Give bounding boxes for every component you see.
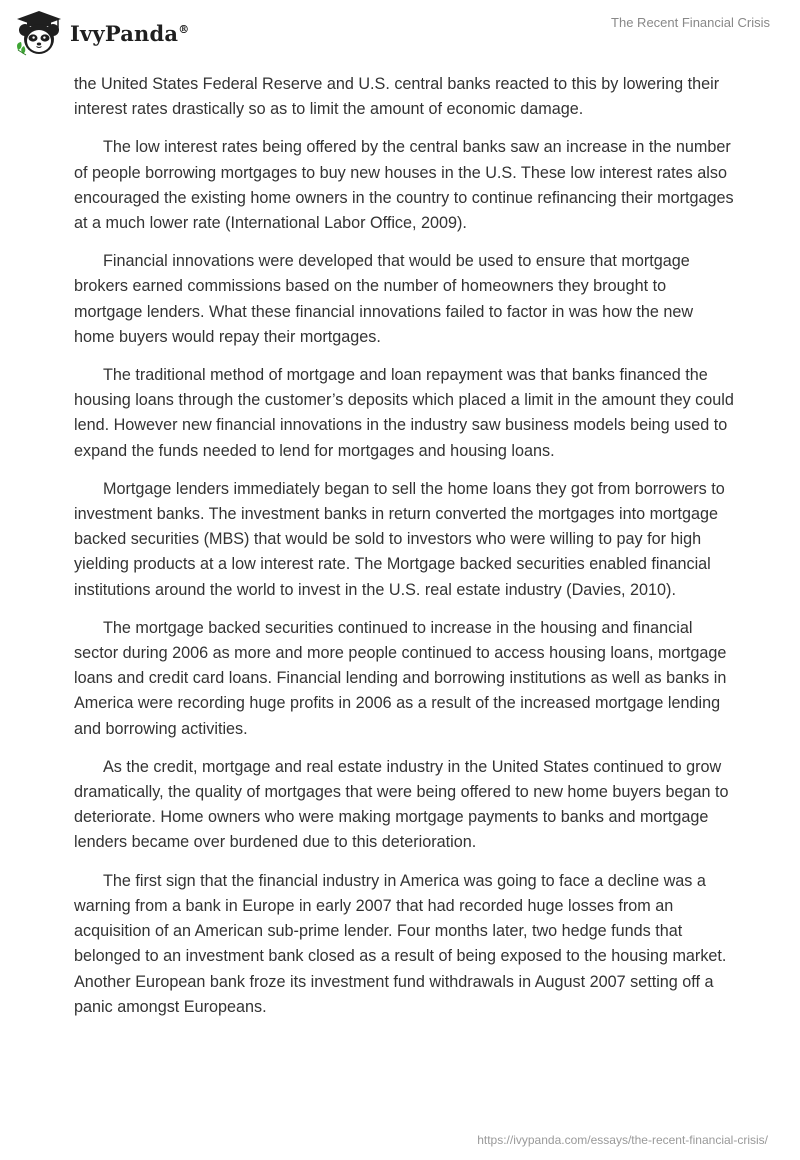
paragraph: Mortgage lenders immediately began to sell the home loans they got from borrowers to investment banks. The investment banks in return converted the mortgages into mortgage backed securities (MBS) that would be sold to investors who were willing to pay for high yielding products at a low interest rate. The Mortgage backed securities enabled financial institutions around the world to invest in the U.S. real estate industry (Davies, 2010).: [74, 479, 725, 599]
page-header: [0, 0, 800, 70]
source-url-link[interactable]: https://ivypanda.com/essays/the-recent-financial-crisis/: [477, 1133, 768, 1147]
brand-label: IvyPanda: [70, 20, 179, 46]
document-title: The Recent Financial Crisis: [611, 15, 770, 30]
paragraph: The first sign that the financial industry in America was going to face a decline was a warning from a bank in Europe in early 2007 that had recorded huge losses from an acquisition of an American sub-prime lender. Four months later, two hedge funds that belonged to an investment bank closed as a result of being exposed to the housing market. Another European bank froze its investment fund withdrawals in August 2007 setting off a panic amongst Europeans.: [74, 871, 727, 1016]
ivypanda-logo[interactable]: [14, 8, 189, 58]
paragraph: As the credit, mortgage and real estate industry in the United States continued to grow dramatically, the quality of mortgages that were being offered to new home buyers began to deteriorate. Home owners who were making mortgage payments to banks and mortgage lenders became over burdened due to this deterioration.: [74, 757, 729, 852]
brand-name: [70, 21, 189, 46]
essay-body: [74, 72, 734, 1033]
registered-mark: ®: [178, 22, 190, 36]
paragraph: the United States Federal Reserve and U.S. central banks reacted to this by lowering their interest rates drastically so as to limit the amount of economic damage.: [74, 75, 720, 119]
paragraph: The low interest rates being offered by the central banks saw an increase in the number of people borrowing mortgages to buy new houses in the U.S. These low interest rates also encouraged the existing home owners in the country to continue refinancing their mortgages at a much lower rate (International Labor Office, 2009).: [74, 138, 734, 233]
paragraph: The mortgage backed securities continued to increase in the housing and financial sector during 2006 as more and more people continued to access housing loans, mortgage loans and credit card loans. Financial lending and borrowing institutions as well as banks in America were recording huge profits in 2006 as a result of the increased mortgage lending and borrowing activities.: [74, 618, 727, 738]
paragraph: The traditional method of mortgage and loan repayment was that banks financed the housing loans through the customer’s deposits which placed a limit in the amount they could lend. However new financial innovations in the industry saw business models being used to expand the funds needed to lend for mortgages and housing loans.: [74, 366, 734, 460]
paragraph: Financial innovations were developed that would be used to ensure that mortgage brokers earned commissions based on the number of homeowners they brought to mortgage lenders. What these financial innovations failed to factor in was how the new home buyers would repay their mortgages.: [74, 252, 694, 346]
panda-graduate-icon: [14, 8, 64, 58]
